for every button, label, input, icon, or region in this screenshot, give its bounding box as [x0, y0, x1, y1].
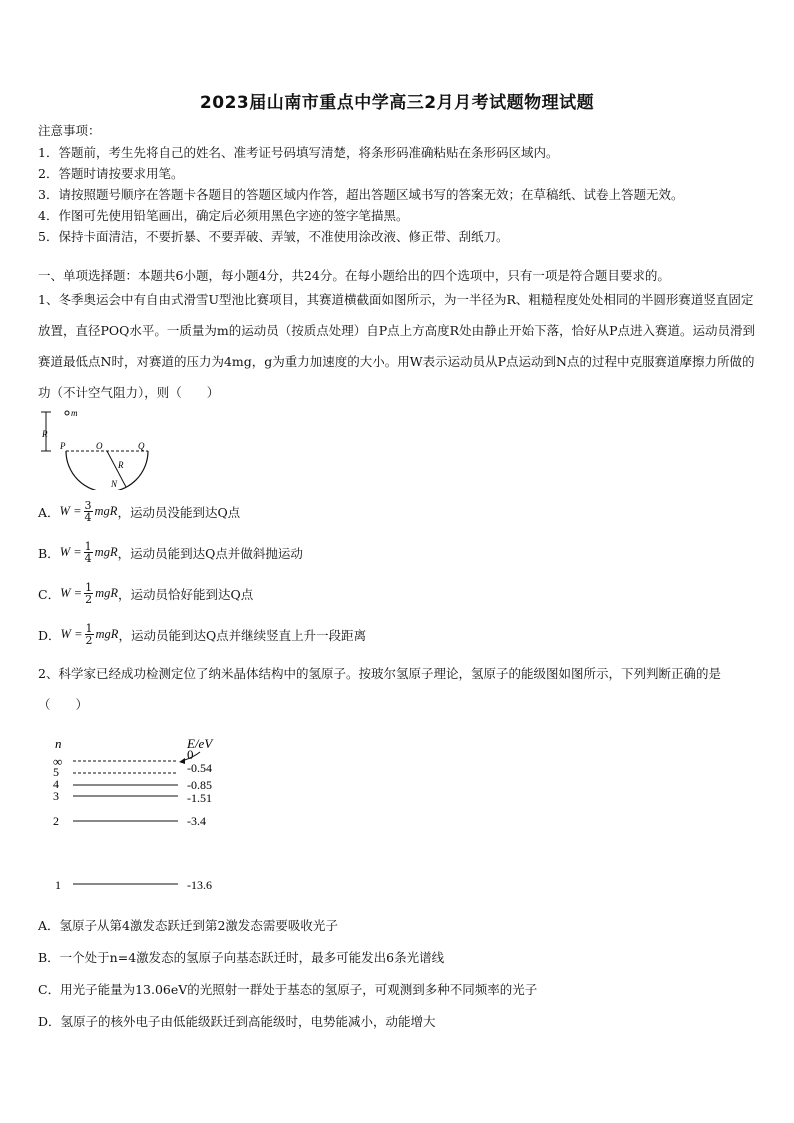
- formula-rhs: mgR: [95, 586, 118, 600]
- q2-option-c[interactable]: C．用光子能量为13.06eV的光照射一群处于基态的氢原子，可观测到多种不同频率的光子: [38, 982, 538, 997]
- label-N: N: [111, 479, 118, 489]
- notice-item: 4．作图可先使用铅笔画出，确定后必须用黑色字迹的签字笔描黑。: [38, 208, 409, 223]
- fraction: [84, 541, 93, 564]
- notice-item: 2．答题时请按要求用笔。: [38, 166, 184, 181]
- denominator: 4: [84, 552, 92, 565]
- numerator: 1: [85, 622, 93, 635]
- formula-lhs: W =: [59, 504, 82, 518]
- option-text: ，运动员没能到达Q点: [117, 504, 241, 520]
- option-letter: B．: [38, 545, 60, 561]
- level-e-5: -0.54: [187, 761, 212, 775]
- question-2-text: 2、科学家已经成功检测定位了纳米晶体结构中的氢原子。按玻尔氢原子理论，氢原子的能级图如图所示，下列判断正确的是（ ）: [38, 666, 721, 712]
- section-heading: 一、单项选择题：本题共6小题，每小题4分，共24分。在每小题给出的四个选项中，只有一项是符合题目要求的。: [38, 268, 670, 283]
- halfpipe-arc: [66, 451, 148, 490]
- option-text: ，运动员恰好能到达Q点: [117, 586, 254, 602]
- energy-unit-label: E/eV: [187, 736, 213, 751]
- level-n-2: 2: [53, 814, 59, 828]
- label-Q: Q: [138, 441, 145, 451]
- level-e-3: -1.51: [187, 791, 212, 805]
- q2-option-a[interactable]: A．氢原子从第4激发态跃迁到第2激发态需要吸收光子: [38, 918, 338, 933]
- denominator: 2: [85, 593, 93, 606]
- q2-option-d[interactable]: D．氢原子的核外电子由低能级跃迁到高能级时，电势能减小，动能增大: [38, 1014, 436, 1029]
- level-n-1: 1: [55, 878, 61, 892]
- fraction: [84, 500, 93, 523]
- level-n-5: 5: [53, 765, 59, 779]
- formula-lhs: W =: [60, 627, 83, 641]
- formula-rhs: mgR: [95, 627, 119, 641]
- level-n-3: 3: [53, 789, 59, 803]
- option-letter: C．: [38, 586, 61, 602]
- notice-item: 5．保持卡面清洁，不要折暴、不要弄破、弄皱，不准使用涂改液、修正带、刮纸刀。: [38, 229, 509, 244]
- option-b[interactable]: [38, 541, 303, 564]
- notice-item: 3．请按照题号顺序在答题卡各题目的答题区域内作答，超出答题区域书写的答案无效；在草稿纸、试卷上答题无效。: [38, 187, 684, 202]
- numerator: 1: [85, 581, 93, 594]
- arrow-head-icon: [179, 758, 185, 764]
- level-e-4: -0.85: [187, 778, 212, 792]
- option-a[interactable]: [38, 500, 240, 523]
- notice-item: 1．答题前，考生先将自己的姓名、准考证号码填写清楚，将条形码准确粘贴在条形码区域内。: [38, 145, 559, 160]
- formula-rhs: mgR: [94, 545, 118, 559]
- label-R-height: R: [42, 429, 48, 439]
- formula-rhs: mgR: [94, 504, 118, 518]
- fraction: [84, 582, 93, 605]
- halfpipe-figure: [38, 405, 168, 490]
- option-letter: A．: [38, 504, 60, 520]
- option-d[interactable]: [38, 623, 366, 646]
- level-e-1: -13.6: [187, 878, 212, 892]
- denominator: 4: [84, 511, 92, 524]
- option-c[interactable]: [38, 582, 253, 605]
- label-m: m: [71, 408, 78, 418]
- notice-heading: 注意事项：: [38, 123, 101, 138]
- level-e-2: -3.4: [187, 814, 206, 828]
- level-n-4: 4: [53, 777, 59, 791]
- level-n-inf: ∞: [53, 754, 63, 769]
- energy-level-diagram: [48, 730, 248, 895]
- option-letter: D．: [38, 627, 61, 643]
- page-title: 2023届山南市重点中学高三2月月考试题物理试题: [199, 93, 595, 113]
- question-1-text: 1、冬季奥运会中有自由式滑雪U型池比赛项目，其赛道横截面如图所示，为一半径为R、粗糙程度处处相同的半圆形赛道竖直固定放置，直径POQ水平。一质量为m的运动员（按质点处理）自P点上方高度R处由静止开始下落，恰好从P点进入赛道。运动员滑到赛道最低点N时，对赛道的压力为4mg，g为重力加速度的大小。用W表示运动员从P点运动到N点的过程中克服赛道摩擦力所做的功（不计空气阻力），则（ ）: [38, 292, 755, 400]
- label-n-axis: n: [55, 736, 62, 751]
- q2-option-b[interactable]: B．一个处于n=4激发态的氢原子向基态跃迁时，最多可能发出6条光谱线: [38, 950, 445, 965]
- label-P: P: [60, 441, 66, 451]
- level-e-inf: 0: [187, 747, 194, 762]
- denominator: 2: [85, 634, 93, 647]
- numerator: 1: [84, 540, 92, 553]
- fraction: [85, 623, 94, 646]
- numerator: 3: [84, 499, 92, 512]
- option-text: ，运动员能到达Q点并做斜抛运动: [117, 545, 303, 561]
- formula-lhs: W =: [60, 586, 83, 600]
- label-O: O: [96, 441, 103, 451]
- label-R-radius: R: [118, 460, 124, 470]
- athlete-dot: [65, 411, 69, 415]
- formula-lhs: W =: [59, 545, 82, 559]
- option-text: ，运动员能到达Q点并继续竖直上升一段距离: [118, 627, 367, 643]
